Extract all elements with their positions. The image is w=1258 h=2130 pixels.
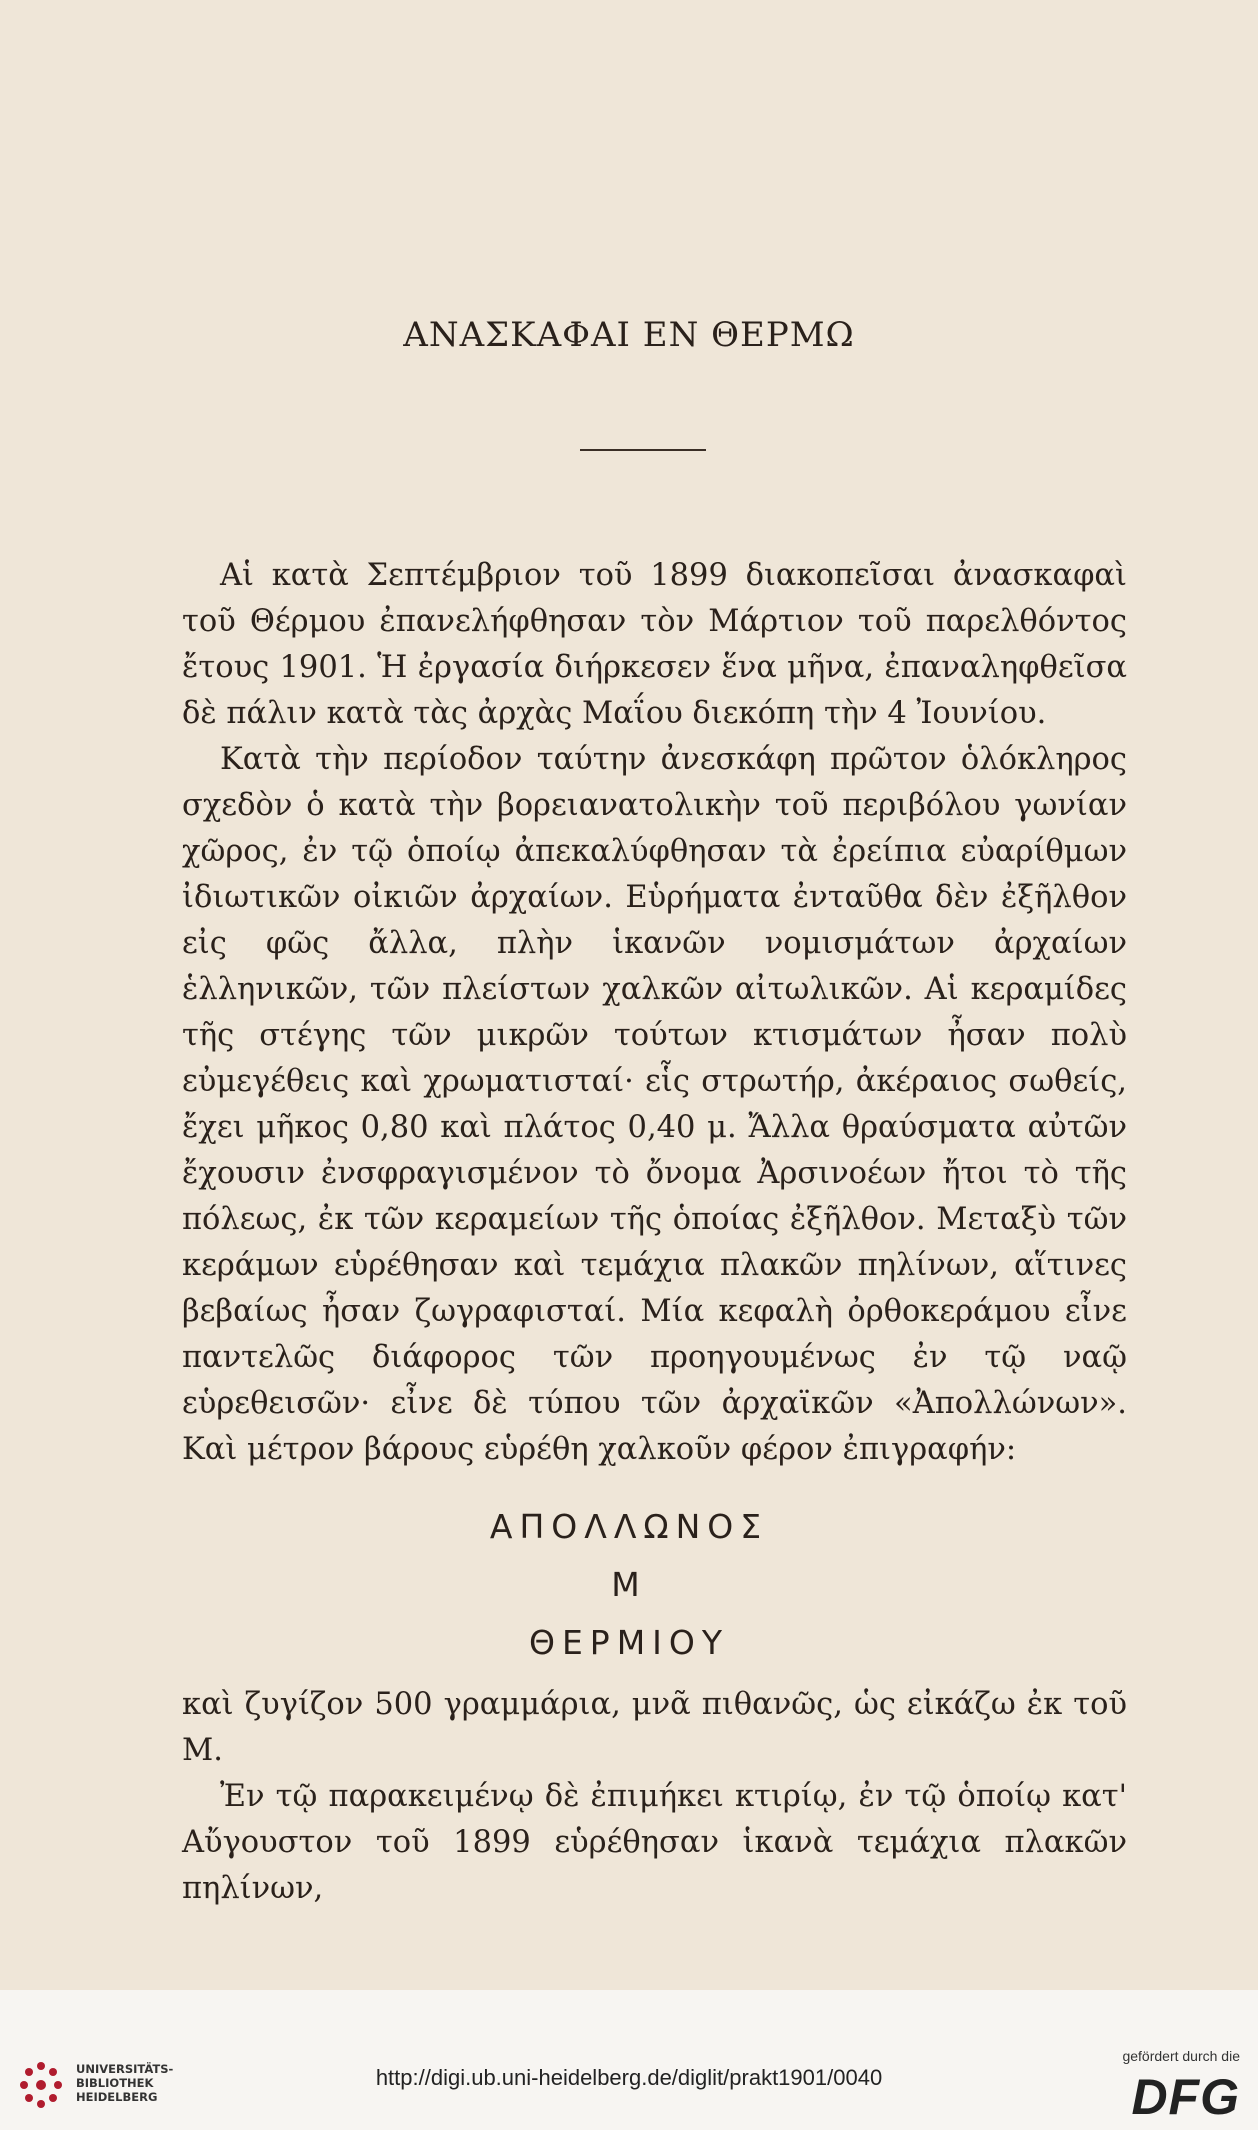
- main-text-bottom: [182, 1682, 1127, 1912]
- university-library-name: UNIVERSITÄTS- BIBLIOTHEK HEIDELBERG: [76, 2062, 174, 2104]
- inscription-line-2: Μ: [611, 1565, 647, 1604]
- funding-caption: gefördert durch die: [1122, 2048, 1240, 2064]
- inscription-block: [0, 1498, 1258, 1672]
- paragraph-1: Αἱ κατὰ Σεπτέμβριον τοῦ 1899 διακοπεῖσαι ἀνασκαφαὶ τοῦ Θέρμου ἐπανελήφθησαν τὸν Μάρτιον τοῦ παρελθόντος ἔτους 1901. Ἡ ἐργασία διήρκεσεν ἕνα μῆνα, ἐπαναληφθεῖσα δὲ πάλιν κατὰ τὰς ἀρχὰς Μαΐου διεκόπη τὴν 4 Ἰουνίου.: [182, 558, 1127, 731]
- digitization-footer: [0, 1990, 1258, 2130]
- title-divider: [580, 449, 706, 451]
- paragraph-2: Κατὰ τὴν περίοδον ταύτην ἀνεσκάφη πρῶτον ὁλόκληρος σχεδὸν ὁ κατὰ τὴν βορειανατολικὴν τοῦ περιβόλου γωνίαν χῶρος, ἐν τῷ ὁποίῳ ἀπεκαλύφθησαν τὰ ἐρείπια εὐαρίθμων ἰδιωτικῶν οἰκιῶν ἀρχαίων. Εὑρήματα ἐνταῦθα δὲν ἐξῆλθον εἰς φῶς ἄλλα, πλὴν ἱκανῶν νομισμάτων ἀρχαίων ἑλληνικῶν, τῶν πλείστων χαλκῶν αἰτωλικῶν. Αἱ κεραμίδες τῆς στέγης τῶν μικρῶν τούτων κτισμάτων ἦσαν πολὺ εὐμεγέθεις καὶ χρωματισταί· εἷς στρωτήρ, ἀκέραιος σωθείς, ἔχει μῆκος 0,80 καὶ πλάτος 0,40 μ. Ἄλλα θραύσματα αὐτῶν ἔχουσιν ἐνσφραγισμένον τὸ ὄνομα Ἀρσινοέων ἤτοι τὸ τῆς πόλεως, ἐκ τῶν κεραμείων τῆς ὁποίας ἐξῆλθον. Μεταξὺ τῶν κεράμων εὑρέθησαν καὶ τεμάχια πλακῶν πηλίνων, αἵτινες βεβαίως ἦσαν ζωγραφισταί. Μία κεφαλὴ ὀρθοκεράμου εἶνε παντελῶς διάφορος τῶν προηγουμένως ἐν τῷ ναῷ εὑρεθεισῶν· εἶνε δὲ τύπου τῶν ἀρχαϊκῶν «Ἀπολλώνων». Καὶ μέτρον βάρους εὑρέθη χαλκοῦν φέρον ἐπιγραφήν:: [182, 742, 1127, 1467]
- inscription-line-3: ΘΕΡΜΙΟΥ: [528, 1623, 730, 1662]
- paragraph-3: καὶ ζυγίζον 500 γραμμάρια, μνᾶ πιθανῶς, ὡς εἰκάζω ἐκ τοῦ Μ.: [182, 1687, 1127, 1768]
- paragraph-4: Ἐν τῷ παρακειμένῳ δὲ ἐπιμήκει κτιρίῳ, ἐν τῷ ὁποίῳ κατ' Αὔγουστον τοῦ 1899 εὑρέθησαν ἱκανὰ τεμάχια πλακῶν πηλίνων,: [182, 1779, 1127, 1906]
- source-url-link[interactable]: http://digi.ub.uni-heidelberg.de/diglit/prakt1901/0040: [375, 2065, 883, 2090]
- dfg-logo: DFG: [1131, 2069, 1240, 2125]
- page-title: ΑΝΑΣΚΑΦΑΙ ΕΝ ΘΕΡΜΩ: [403, 315, 855, 355]
- main-text-top: [182, 553, 1127, 1473]
- inscription-line-1: ΑΠΟΛΛΩΝΟΣ: [489, 1507, 769, 1546]
